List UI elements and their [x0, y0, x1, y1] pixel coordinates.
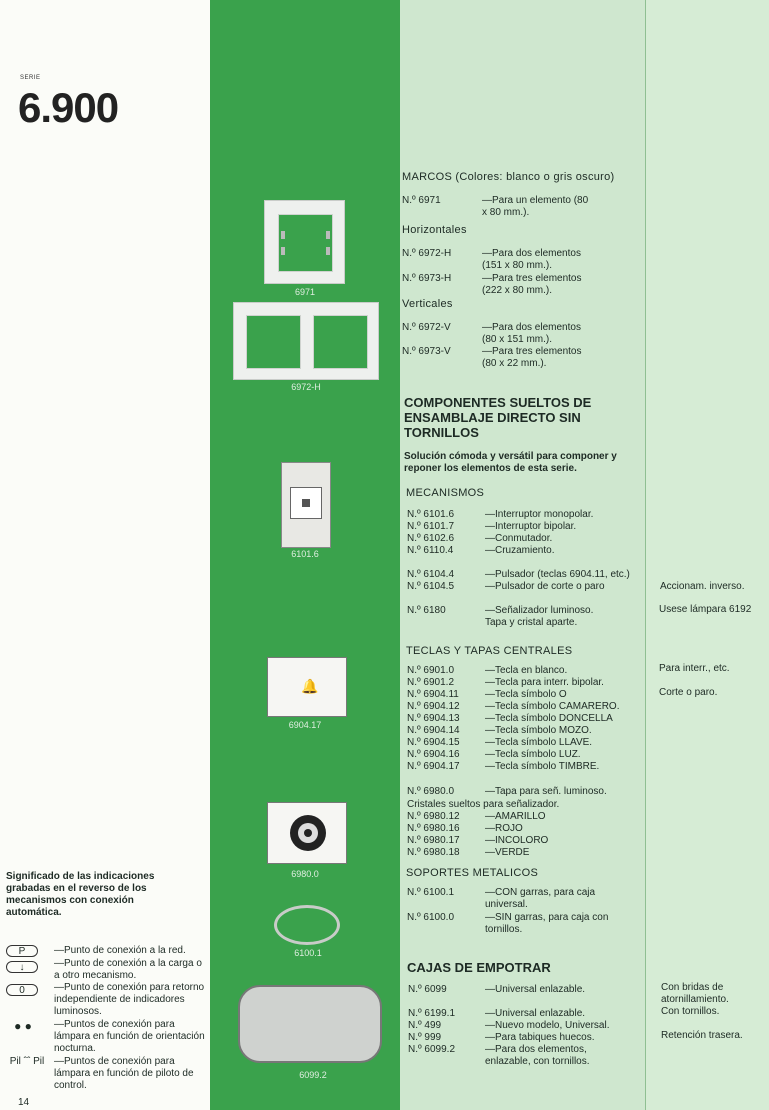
image-caption: 6904.17 [288, 720, 322, 730]
item-code: N.º 6904.13 [407, 713, 460, 724]
item-code: N.º 6972-H [402, 248, 452, 259]
item-desc: —INCOLORO [485, 835, 549, 846]
mechanism-6101-6-image [281, 462, 331, 548]
frame-6972h-image [233, 302, 379, 380]
side-note: Retención trasera. [661, 1030, 743, 1041]
item-code: N.º 6980.17 [407, 835, 460, 846]
symbol-0: 0 [6, 984, 38, 996]
symbol-p: P [6, 945, 38, 957]
legend-item: —Punto de conexión a la red. [54, 945, 186, 956]
item-desc: —Universal enlazable. [485, 984, 586, 995]
item-desc: —Universal enlazable. [485, 1008, 586, 1019]
item-code: N.º 6104.5 [407, 581, 455, 592]
verticales-title: Verticales [402, 298, 453, 310]
item-code: N.º 999 [408, 1032, 442, 1043]
side-note: Con tornillos. [661, 1006, 720, 1017]
item-code: N.º 6099 [408, 984, 447, 995]
image-caption: 6099.2 [299, 1070, 327, 1080]
item-code: N.º 499 [408, 1020, 442, 1031]
item-code: N.º 6973-V [402, 346, 451, 357]
item-desc: —Para tabiques huecos. [485, 1032, 595, 1043]
cristales-title: Cristales sueltos para señalizador. [407, 799, 560, 810]
item-code: N.º 6104.4 [407, 569, 455, 580]
item-code: N.º 6100.1 [407, 887, 455, 898]
item-desc: —Para dos elementos (151 x 80 mm.). [482, 248, 581, 271]
legend-item: —Puntos de conexión para lámpara en función de orientación nocturna. [54, 1019, 205, 1054]
item-desc: —Para tres elementos (222 x 80 mm.). [482, 273, 582, 296]
soportes-title: SOPORTES METALICOS [406, 867, 539, 879]
item-desc: —Tecla en blanco. [485, 665, 568, 676]
side-note: Para interr., etc. [659, 663, 730, 674]
legend-item: —Punto de conexión para retorno independiente de indicadores luminosos. [54, 982, 205, 1017]
dots-icon: ● ● [14, 1019, 32, 1033]
item-desc: —Tecla para interr. bipolar. [485, 677, 604, 688]
item-code: N.º 6980.16 [407, 823, 460, 834]
box-6099-2-image [238, 985, 382, 1063]
item-code: N.º 6972-V [402, 322, 451, 333]
item-desc: —Pulsador (teclas 6904.11, etc.) [485, 569, 630, 580]
marcos-title: MARCOS (Colores: blanco o gris oscuro) [402, 171, 615, 183]
item-desc: —Pulsador de corte o paro [485, 581, 605, 592]
arrow-down-icon: ↓ [6, 961, 38, 973]
item-desc: —Tecla símbolo LUZ. [485, 749, 581, 760]
series-title: 6.900 [18, 84, 119, 131]
item-desc: —Tecla símbolo DONCELLA [485, 713, 613, 724]
item-desc: —Conmutador. [485, 533, 553, 544]
key-6904-17-image [267, 657, 347, 717]
item-desc: —Nuevo modelo, Universal. [485, 1020, 610, 1031]
item-desc: —SIN garras, para caja con tornillos. [485, 912, 609, 935]
item-code: N.º 6101.7 [407, 521, 455, 532]
item-code: N.º 6199.1 [408, 1008, 456, 1019]
item-desc: —Tecla símbolo O [485, 689, 567, 700]
legend-title: Significado de las indicaciones grabadas en el reverso de los mecanismos con conexión automática. [6, 871, 155, 918]
item-desc: —Tecla símbolo TIMBRE. [485, 761, 600, 772]
item-desc: —Tecla símbolo MOZO. [485, 725, 592, 736]
side-note: Con bridas de atornillamiento. [661, 982, 729, 1005]
cover-6980-0-image [267, 802, 347, 864]
item-desc: —Para dos elementos, enlazable, con tornillos. [485, 1044, 590, 1067]
legend-item: —Punto de conexión a la carga o a otro mecanismo. [54, 958, 202, 981]
item-code: N.º 6980.12 [407, 811, 460, 822]
item-code: N.º 6901.0 [407, 665, 455, 676]
item-desc: —Señalizador luminoso. Tapa y cristal aparte. [485, 605, 594, 628]
side-note: Usese lámpara 6192 [659, 604, 752, 615]
item-desc: —Para dos elementos (80 x 151 mm.). [482, 322, 581, 345]
item-desc: —ROJO [485, 823, 523, 834]
item-code: N.º 6904.14 [407, 725, 460, 736]
item-code: N.º 6904.11 [407, 689, 459, 700]
item-desc: —Tecla símbolo CAMARERO. [485, 701, 620, 712]
support-6100-1-image [274, 905, 340, 945]
image-caption: 6101.6 [291, 549, 319, 559]
frame-6971-image [264, 200, 345, 284]
item-code: N.º 6904.17 [407, 761, 460, 772]
item-desc: —CON garras, para caja universal. [485, 887, 596, 910]
item-desc: —Tecla símbolo LLAVE. [485, 737, 593, 748]
item-code: N.º 6110.4 [407, 545, 454, 556]
serie-label: SERIE [20, 75, 41, 81]
item-code: N.º 6980.0 [407, 786, 455, 797]
pil-symbol: Pil ˆˆ Pil [9, 1056, 45, 1067]
item-desc: —Cruzamiento. [485, 545, 555, 556]
image-caption: 6971 [294, 287, 316, 297]
componentes-subtitle: Solución cómoda y versátil para componer y reponer los elementos de esta serie. [404, 451, 617, 474]
page-number: 14 [18, 1097, 30, 1108]
item-code: N.º 6180 [407, 605, 446, 616]
legend-item: —Puntos de conexión para lámpara en función de piloto de control. [54, 1056, 194, 1091]
item-desc: —AMARILLO [485, 811, 546, 822]
item-code: N.º 6099.2 [408, 1044, 456, 1055]
componentes-title: COMPONENTES SUELTOS DE ENSAMBLAJE DIRECTO SIN TORNILLOS [404, 395, 592, 440]
item-desc: —Interruptor bipolar. [485, 521, 577, 532]
item-code: N.º 6904.16 [407, 749, 460, 760]
bell-icon: 🔔 [301, 678, 319, 694]
image-caption: 6972-H [291, 382, 321, 392]
item-desc: —Para tres elementos (80 x 22 mm.). [482, 346, 582, 369]
item-code: N.º 6100.0 [407, 912, 455, 923]
item-desc: —Para un elemento (80 x 80 mm.). [482, 195, 589, 218]
side-note: Accionam. inverso. [660, 581, 745, 592]
item-code: N.º 6904.15 [407, 737, 460, 748]
cajas-title: CAJAS DE EMPOTRAR [407, 960, 551, 975]
item-code: N.º 6973-H [402, 273, 452, 284]
teclas-title: TECLAS Y TAPAS CENTRALES [406, 645, 573, 657]
item-code: N.º 6980.18 [407, 847, 460, 858]
item-code: N.º 6971 [402, 195, 441, 206]
item-desc: —VERDE [485, 847, 530, 858]
image-caption: 6980.0 [291, 869, 319, 879]
item-code: N.º 6101.6 [407, 509, 455, 520]
mecanismos-title: MECANISMOS [406, 487, 485, 499]
item-desc: —Interruptor monopolar. [485, 509, 594, 520]
image-caption: 6100.1 [294, 948, 322, 958]
item-code: N.º 6102.6 [407, 533, 455, 544]
notes-column [645, 0, 769, 1110]
item-code: N.º 6901.2 [407, 677, 455, 688]
side-note: Corte o paro. [659, 687, 718, 698]
horizontales-title: Horizontales [402, 224, 467, 236]
item-code: N.º 6904.12 [407, 701, 460, 712]
item-desc: —Tapa para señ. luminoso. [485, 786, 607, 797]
